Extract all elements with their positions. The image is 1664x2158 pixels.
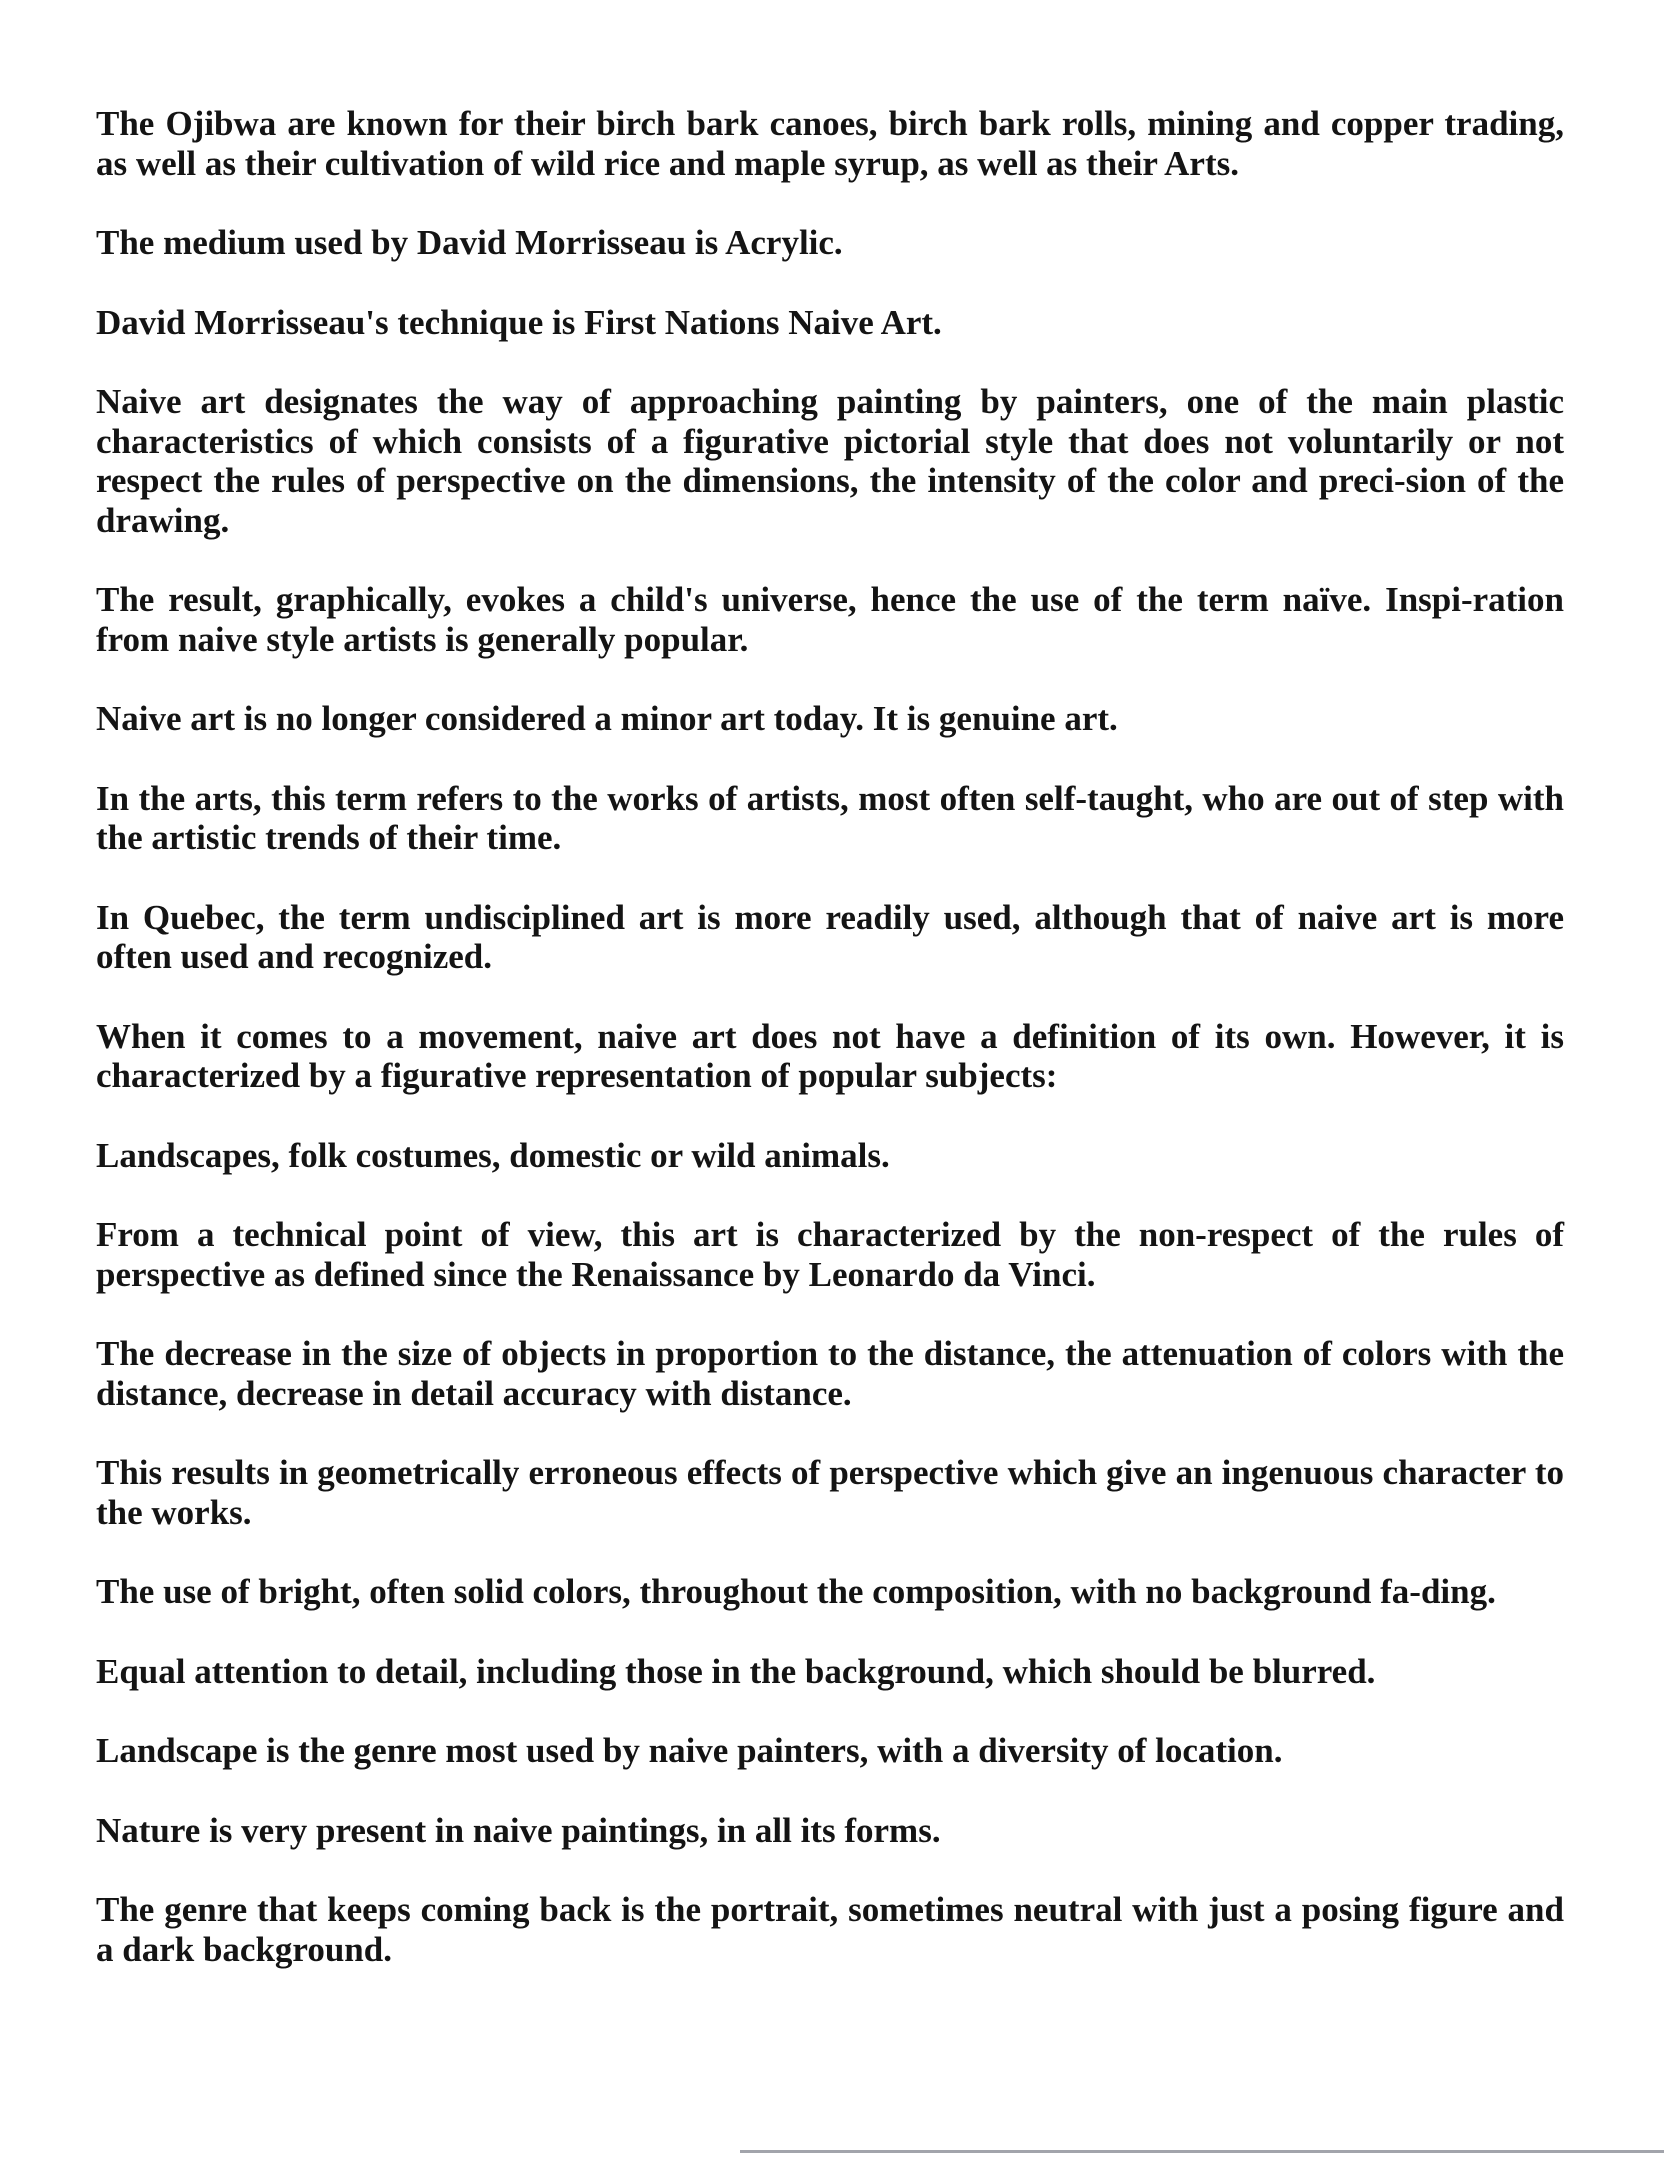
paragraph-landscape: Landscape is the genre most used by naive painters, with a diversity of location. [96,1731,1283,1770]
paragraph-portrait: The genre that keeps coming back is the portrait, sometimes neutral with just a posing figure and a dark background. [96,1890,1564,1969]
paragraph-movement: When it comes to a movement, naive art does not have a definition of its own. However, it is characterized by a figurative representation of popular subjects: [96,1016,1564,1095]
paragraph-decrease: The decrease in the size of objects in proportion to the distance, the attenuation of colors with the distance, decrease in detail accuracy with distance. [96,1334,1564,1413]
paragraph-technique: David Morrisseau's technique is First Nations Naive Art. [96,302,942,342]
paragraph-naive-definition: Naive art designates the way of approaching painting by painters, one of the main plastic characteristics of which consists of a figurative pictorial style that does not voluntarily or not respect the rules of perspective on the dimensions, the intensity of the color and preci-sion of the drawing. [96,382,1564,540]
paragraph-ojibwa: The Ojibwa are known for their birch bark canoes, birch bark rolls, mining and copper trading, as well as their cultivation of wild rice and maple syrup, as well as their Arts. [96,104,1564,183]
scan-edge-line [740,2150,1664,2153]
paragraph-subjects: Landscapes, folk costumes, domestic or wild animals. [96,1135,890,1175]
paragraph-result: The result, graphically, evokes a child's universe, hence the use of the term naïve. Inspi-ration from naive style artists is generally popular. [96,580,1564,659]
paragraph-technical: From a technical point of view, this art is characterized by the non-respect of the rules of perspective as defined since the Renaissance by Leonardo da Vinci. [96,1215,1564,1294]
paragraph-bright-colors: The use of bright, often solid colors, throughout the composition, with no background fa-ding. [96,1572,1496,1611]
paragraph-erroneous-effects: This results in geometrically erroneous effects of perspective which give an ingenuous character to the works. [96,1453,1564,1532]
paragraph-genuine-art: Naive art is no longer considered a minor art today. It is genuine art. [96,699,1118,738]
paragraph-medium: The medium used by David Morrisseau is Acrylic. [96,223,843,262]
paragraph-nature: Nature is very present in naive paintings, in all its forms. [96,1810,941,1850]
document-body [96,104,1564,2009]
paragraph-quebec: In Quebec, the term undisciplined art is more readily used, although that of naive art is more often used and recognized. [96,897,1564,976]
paragraph-equal-attention: Equal attention to detail, including those in the background, which should be blurred. [96,1651,1376,1691]
paragraph-self-taught: In the arts, this term refers to the works of artists, most often self-taught, who are out of step with the artistic trends of their time. [96,778,1564,857]
